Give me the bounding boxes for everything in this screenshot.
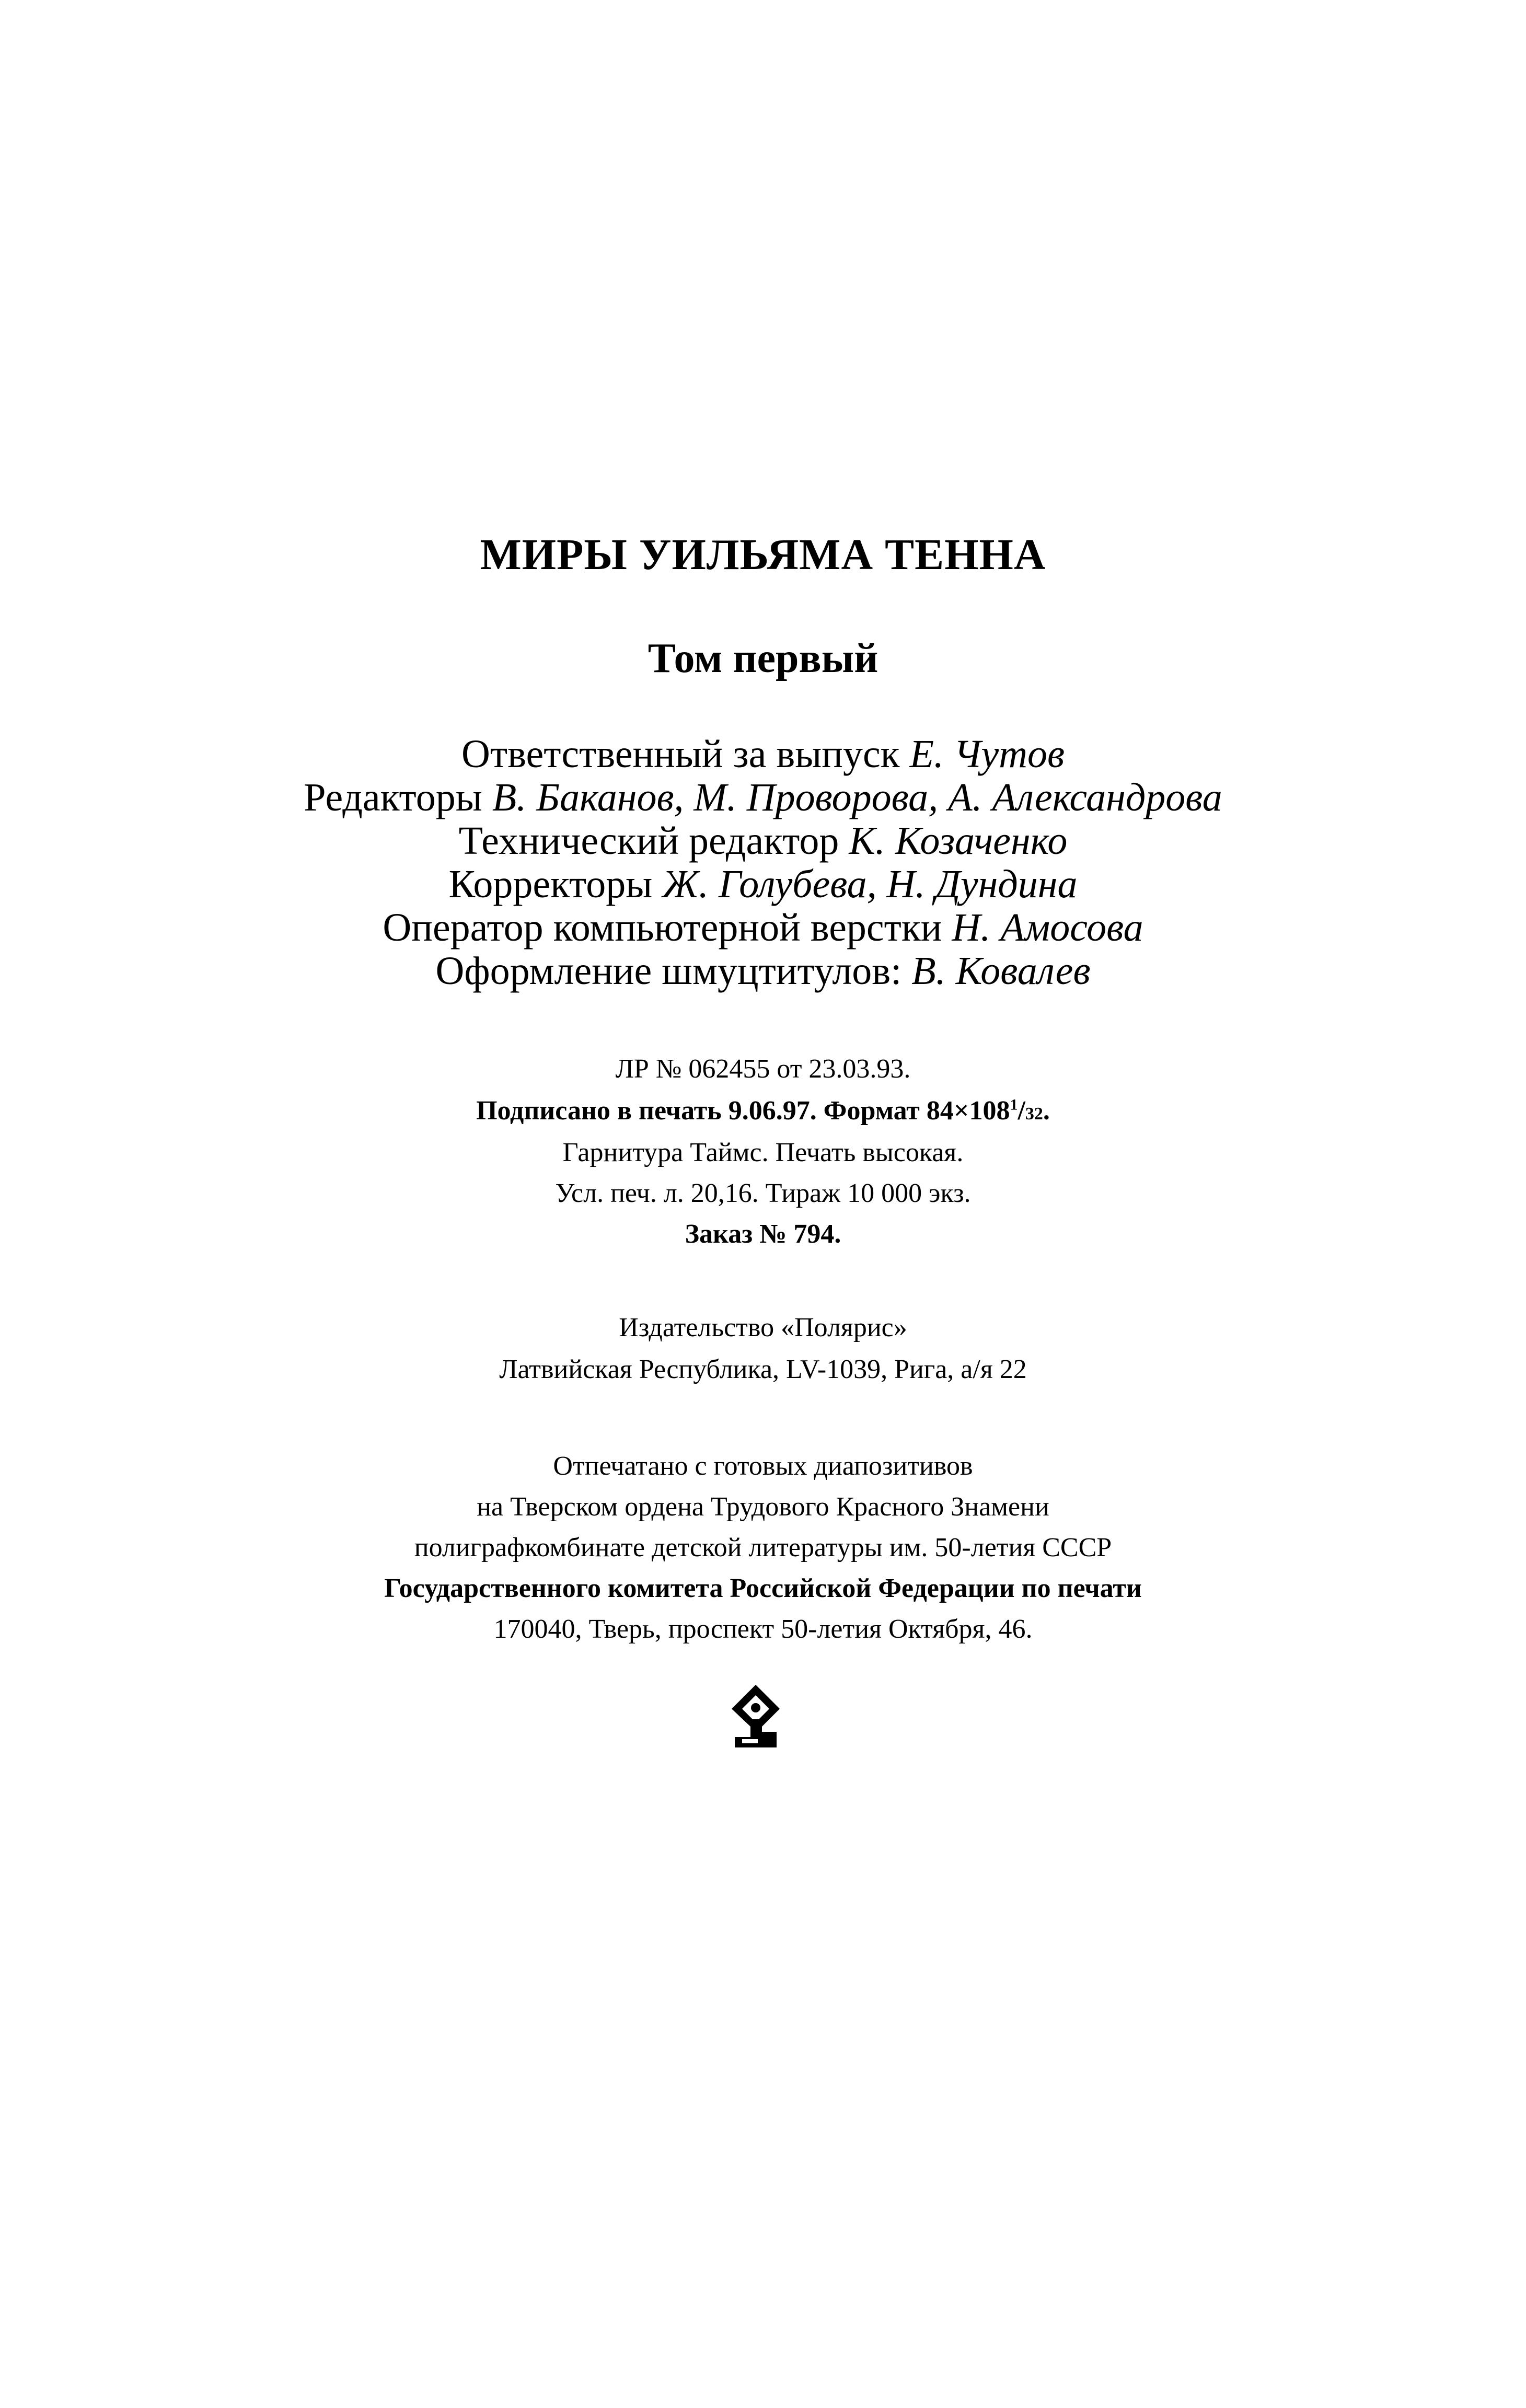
typeface-line: Гарнитура Таймс. Печать высокая. [562,1138,964,1167]
credit-role: Ответственный за выпуск [461,732,900,776]
credit-line [0,734,1526,774]
credit-role: Оформление шмуцтитулов: [435,949,902,993]
credit-names: Ж. Голубева, Н. Дундина [662,862,1078,906]
format-denominator: 32 [1025,1104,1043,1124]
credit-names: В. Баканов, М. Проворова, А. Александрова [492,775,1222,819]
credit-line [0,864,1526,904]
order-number-line: Заказ № 794. [685,1219,841,1249]
format-slash: / [1018,1096,1025,1126]
printer-line: Государственного комитета Российской Федерации по печати [384,1573,1142,1603]
credit-names: В. Ковалев [911,949,1091,993]
signed-format-line [0,1097,1526,1125]
printer-line: на Тверском ордена Трудового Красного Знамени [477,1492,1049,1522]
credit-line [0,906,1526,950]
sheets-print-run-line: Усл. печ. л. 20,16. Тираж 10 000 экз. [555,1178,971,1208]
format-superscript: 1 [1010,1096,1018,1114]
printer-line: Отпечатано с готовых диапозитивов [553,1451,973,1481]
credit-names: К. Козаченко [849,819,1068,863]
publisher-address: Латвийская Республика, LV-1039, Рига, а/я 22 [499,1354,1027,1384]
credit-line [0,821,1526,861]
credit-role: Оператор компьютерной верстки [383,906,942,950]
credit-names: Е. Чутов [909,732,1065,776]
credit-role: Редакторы [304,775,482,819]
printer-line: 170040, Тверь, проспект 50-летия Октября, 46. [493,1614,1033,1644]
format-period: . [1043,1096,1050,1126]
license-line: ЛР № 062455 от 23.03.93. [615,1054,911,1084]
book-title: МИРЫ УИЛЬЯМА ТЕННА [480,530,1046,579]
printer-line: полиграфкомбинате детской литературы им. 50-летия СССР [414,1533,1112,1562]
credit-role: Корректоры [448,862,653,906]
signed-text: Подписано в печать 9.06.97. Формат 84×108 [476,1096,1010,1126]
credit-line [0,951,1526,991]
publisher-name: Издательство «Полярис» [619,1313,907,1342]
volume-label: Том первый [648,635,878,681]
credit-names: Н. Амосова [952,906,1143,950]
publisher-logo-icon [730,1684,782,1749]
credit-line [0,775,1526,819]
credit-role: Технический редактор [458,819,839,863]
